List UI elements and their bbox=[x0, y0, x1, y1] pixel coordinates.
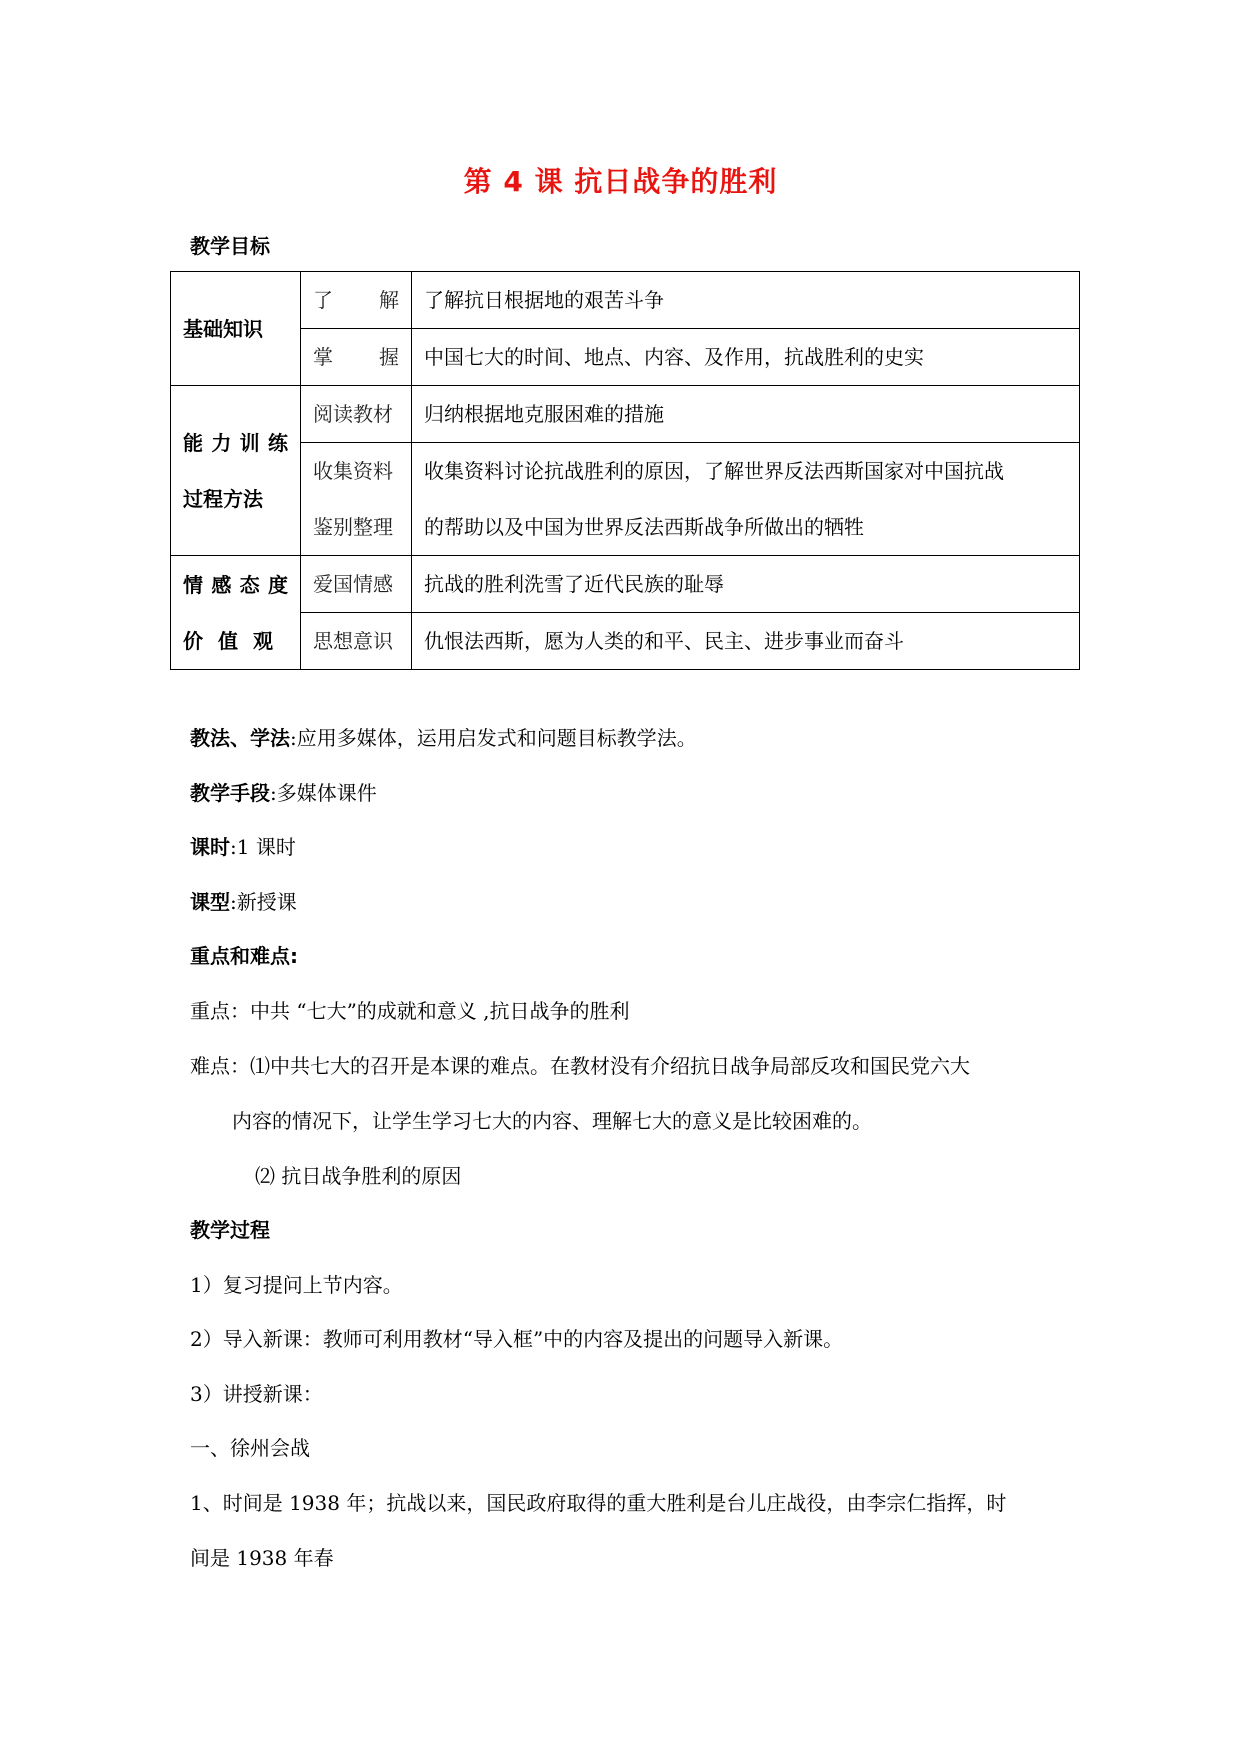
category-ability-line2: 过程方法 bbox=[183, 486, 263, 511]
difficulty-line1: 难点：⑴中共七大的召开是本课的难点。在教材没有介绍抗日战争局部反攻和国民党六大 bbox=[190, 1054, 970, 1078]
content-patriot: 抗战的胜利洗雪了近代民族的耻辱 bbox=[412, 556, 1080, 613]
sub-patriot: 爱国情感 bbox=[301, 556, 412, 613]
means-line: 教学手段:多媒体课件 bbox=[190, 781, 377, 805]
sub-ideology: 思想意识 bbox=[301, 613, 412, 670]
sub-read: 阅读教材 bbox=[301, 386, 412, 443]
sub-collect: 收集资料 鉴别整理 bbox=[301, 443, 412, 556]
content-master: 中国七大的时间、地点、内容、及作用，抗战胜利的史实 bbox=[412, 329, 1080, 386]
process-item: 3）讲授新课： bbox=[190, 1382, 323, 1406]
page-title: 第 4 课 抗日战争的胜利 bbox=[463, 165, 778, 198]
table-row bbox=[171, 329, 1080, 386]
key-point: 重点：中共 “七大”的成就和意义 ,抗日战争的胜利 bbox=[190, 999, 630, 1023]
content-collect: 收集资料讨论抗战胜利的原因，了解世界反法西斯国家对中国抗战 的帮助以及中国为世界反法西斯战争所做出的牺牲 bbox=[412, 443, 1080, 556]
type-line: 课型:新授课 bbox=[190, 890, 297, 914]
goals-table bbox=[170, 271, 1080, 670]
hours-line: 课时:1 课时 bbox=[190, 835, 296, 859]
category-ability bbox=[171, 386, 301, 556]
methods-line: 教法、学法:应用多媒体，运用启发式和问题目标教学法。 bbox=[190, 726, 697, 750]
table-row bbox=[171, 272, 1080, 329]
table-row bbox=[171, 443, 1080, 556]
category-emotion-line2: 价 值 观 bbox=[183, 628, 273, 653]
table-row bbox=[171, 556, 1080, 613]
table-row bbox=[171, 613, 1080, 670]
sub-understand: 了 解 bbox=[301, 272, 412, 329]
goals-heading: 教学目标 bbox=[190, 234, 270, 258]
difficulty-line2: 内容的情况下，让学生学习七大的内容、理解七大的意义是比较困难的。 bbox=[232, 1109, 872, 1133]
content-understand: 了解抗日根据地的艰苦斗争 bbox=[412, 272, 1080, 329]
process-heading: 教学过程 bbox=[190, 1218, 270, 1242]
category-ability-line1: 能 力 训 练 bbox=[183, 430, 288, 455]
content-ideology: 仇恨法西斯，愿为人类的和平、民主、进步事业而奋斗 bbox=[412, 613, 1080, 670]
section1-title: 一、徐州会战 bbox=[190, 1436, 310, 1460]
process-item: 2）导入新课：教师可利用教材“导入框”中的内容及提出的问题导入新课。 bbox=[190, 1327, 844, 1351]
sub-master: 掌 握 bbox=[301, 329, 412, 386]
table-row bbox=[171, 386, 1080, 443]
key-points-heading: 重点和难点: bbox=[190, 944, 298, 968]
difficulty-line3: ⑵ 抗日战争胜利的原因 bbox=[255, 1164, 462, 1188]
section1-line1: 1、时间是 1938 年；抗战以来，国民政府取得的重大胜利是台儿庄战役，由李宗仁指挥，时 bbox=[190, 1491, 1007, 1515]
category-emotion bbox=[171, 556, 301, 670]
category-basic: 基础知识 bbox=[171, 272, 301, 386]
content-read: 归纳根据地克服困难的措施 bbox=[412, 386, 1080, 443]
category-emotion-line1: 情 感 态 度 bbox=[183, 572, 288, 597]
section1-line2: 间是 1938 年春 bbox=[190, 1546, 334, 1570]
process-item: 1）复习提问上节内容。 bbox=[190, 1273, 403, 1297]
